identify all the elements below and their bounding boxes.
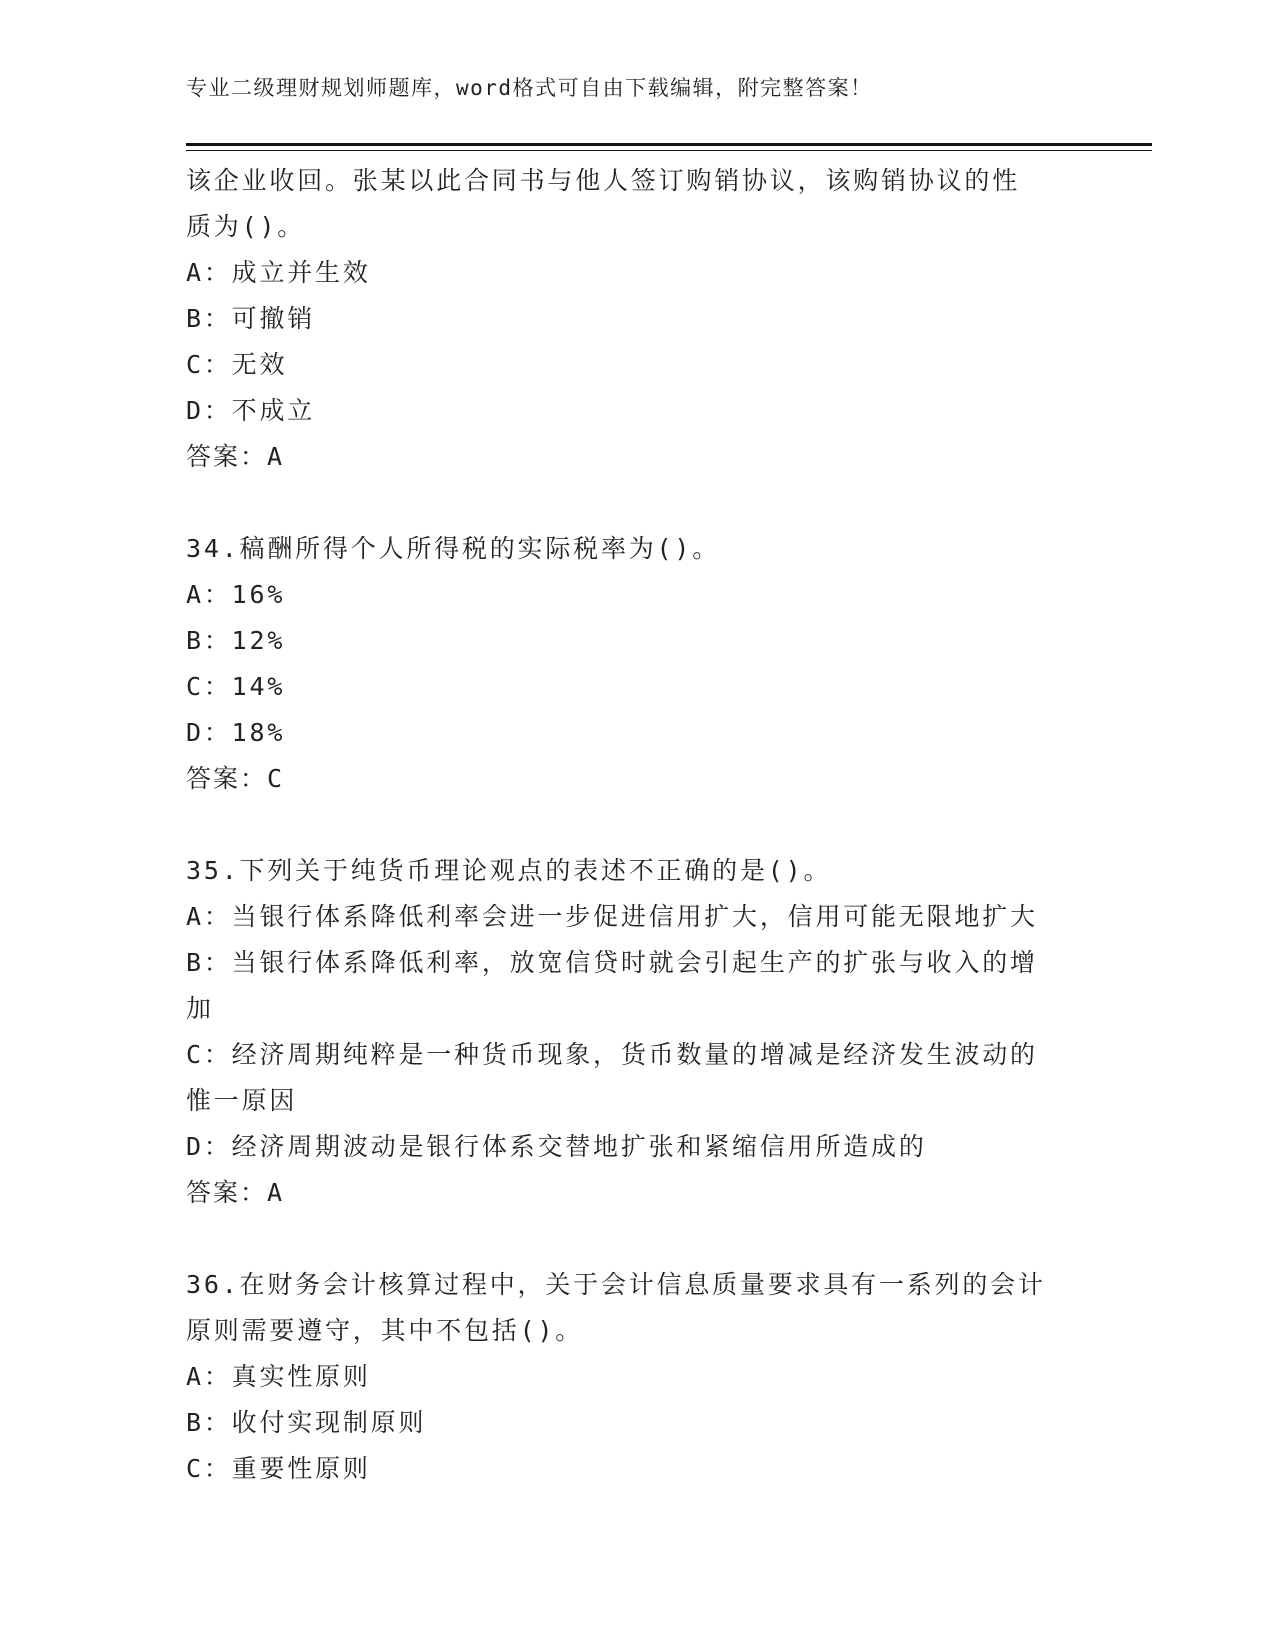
option: B：可撤销 (186, 304, 316, 333)
question-stem: 36.在财务会计核算过程中，关于会计信息质量要求具有一系列的会计 (186, 1270, 1046, 1299)
option-continuation: 惟一原因 (186, 1086, 298, 1115)
question-block (186, 848, 1086, 1216)
question-stem: 35.下列关于纯货币理论观点的表述不正确的是()。 (186, 856, 832, 885)
option: D：经济周期波动是银行体系交替地扩张和紧缩信用所造成的 (186, 1132, 927, 1161)
option: C：无效 (186, 350, 288, 379)
option: A：16% (186, 580, 286, 609)
question-block (186, 158, 1086, 480)
answer-line (186, 756, 1086, 802)
question-stem: 34.稿酬所得个人所得税的实际税率为()。 (186, 534, 721, 563)
answer-label: 答案： (186, 442, 268, 471)
question-block (186, 1262, 1086, 1492)
option: D：不成立 (186, 396, 316, 425)
question-stem: 该企业收回。张某以此合同书与他人签订购销协议，该购销协议的性 (186, 166, 1021, 195)
question-block (186, 526, 1086, 802)
question-stem: 原则需要遵守，其中不包括()。 (186, 1316, 584, 1345)
option: C：经济周期纯粹是一种货币现象，货币数量的增减是经济发生波动的 (186, 1040, 1038, 1069)
option-continuation: 加 (186, 994, 214, 1023)
option: B：当银行体系降低利率，放宽信贷时就会引起生产的扩张与收入的增 (186, 948, 1038, 977)
option: A：成立并生效 (186, 258, 371, 287)
option: D：18% (186, 718, 286, 747)
question-list (186, 158, 1086, 1492)
answer-line (186, 1170, 1086, 1216)
header-rule-thick (186, 143, 1152, 146)
question-stem: 质为()。 (186, 212, 306, 241)
answer-value: C (267, 764, 285, 793)
option: C：重要性原则 (186, 1454, 371, 1483)
option: A：真实性原则 (186, 1362, 371, 1391)
option: B：收付实现制原则 (186, 1408, 427, 1437)
answer-line (186, 434, 1086, 480)
page-header: 专业二级理财规划师题库，word格式可自由下载编辑，附完整答案！ (186, 76, 873, 100)
answer-value: A (267, 1178, 285, 1207)
option: C：14% (186, 672, 286, 701)
option: A：当银行体系降低利率会进一步促进信用扩大，信用可能无限地扩大 (186, 902, 1038, 931)
answer-value: A (267, 442, 285, 471)
answer-label: 答案： (186, 764, 268, 793)
header-rule-thin (186, 150, 1152, 151)
option: B：12% (186, 626, 286, 655)
answer-label: 答案： (186, 1178, 268, 1207)
